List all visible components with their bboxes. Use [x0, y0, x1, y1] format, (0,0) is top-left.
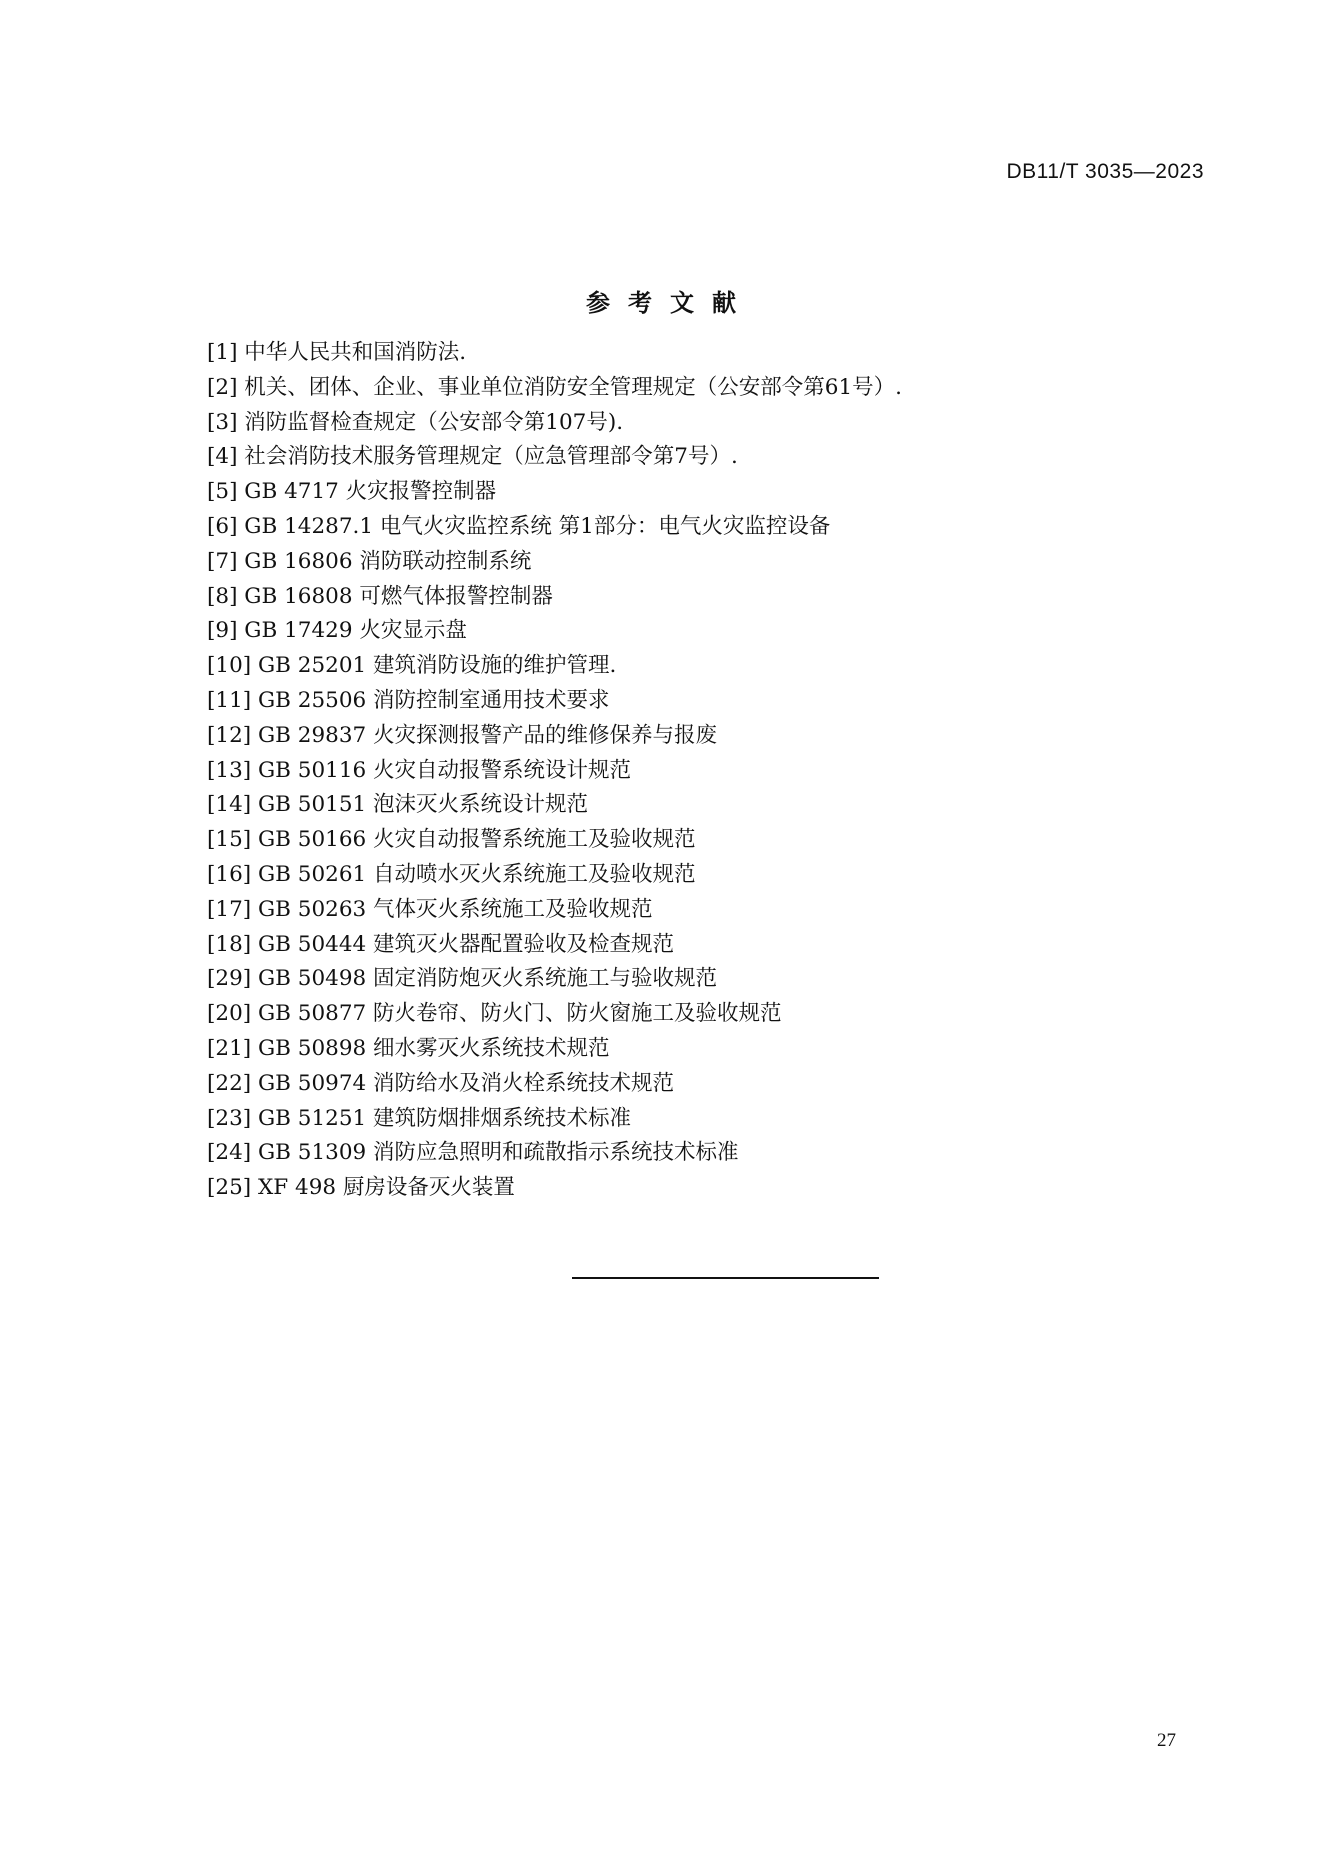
page-number: 27 [1157, 1730, 1176, 1751]
section-title: 参考文献 [586, 289, 754, 317]
end-divider [572, 1277, 879, 1279]
reference-item: [6] GB 14287.1 电气火灾监控系统 第1部分：电气火灾监控设备 [207, 513, 831, 539]
reference-item: [14] GB 50151 泡沫灭火系统设计规范 [207, 792, 589, 818]
reference-item: [7] GB 16806 消防联动控制系统 [207, 548, 532, 574]
reference-item: [11] GB 25506 消防控制室通用技术要求 [207, 687, 610, 713]
standard-code: DB11/T 3035—2023 [1006, 160, 1204, 183]
reference-item: [9] GB 17429 火灾显示盘 [207, 618, 467, 644]
reference-item: [15] GB 50166 火灾自动报警系统施工及验收规范 [207, 827, 696, 853]
reference-item: [4] 社会消防技术服务管理规定（应急管理部令第7号）. [207, 444, 738, 470]
reference-item: [23] GB 51251 建筑防烟排烟系统技术标准 [207, 1105, 632, 1131]
reference-item: [24] GB 51309 消防应急照明和疏散指示系统技术标准 [207, 1140, 739, 1166]
reference-item: [13] GB 50116 火灾自动报警系统设计规范 [207, 757, 632, 783]
reference-item: [22] GB 50974 消防给水及消火栓系统技术规范 [207, 1070, 675, 1096]
reference-item: [12] GB 29837 火灾探测报警产品的维修保养与报废 [207, 722, 718, 748]
reference-item: [2] 机关、团体、企业、事业单位消防安全管理规定（公安部令第61号）. [207, 374, 902, 400]
reference-item: [20] GB 50877 防火卷帘、防火门、防火窗施工及验收规范 [207, 1001, 782, 1027]
reference-item: [8] GB 16808 可燃气体报警控制器 [207, 583, 553, 609]
reference-list [207, 336, 902, 1206]
reference-item: [3] 消防监督检查规定（公安部令第107号). [207, 409, 624, 435]
reference-item: [10] GB 25201 建筑消防设施的维护管理. [207, 653, 617, 679]
reference-item: [18] GB 50444 建筑灭火器配置验收及检查规范 [207, 931, 675, 957]
reference-item: [5] GB 4717 火灾报警控制器 [207, 479, 497, 505]
reference-item: [29] GB 50498 固定消防炮灭火系统施工与验收规范 [207, 966, 718, 992]
reference-item: [1] 中华人民共和国消防法. [207, 340, 467, 365]
reference-item: [17] GB 50263 气体灭火系统施工及验收规范 [207, 896, 653, 922]
reference-item: [16] GB 50261 自动喷水灭火系统施工及验收规范 [207, 861, 696, 887]
reference-item: [21] GB 50898 细水雾灭火系统技术规范 [207, 1035, 610, 1061]
reference-item: [25] XF 498 厨房设备灭火装置 [207, 1175, 515, 1201]
